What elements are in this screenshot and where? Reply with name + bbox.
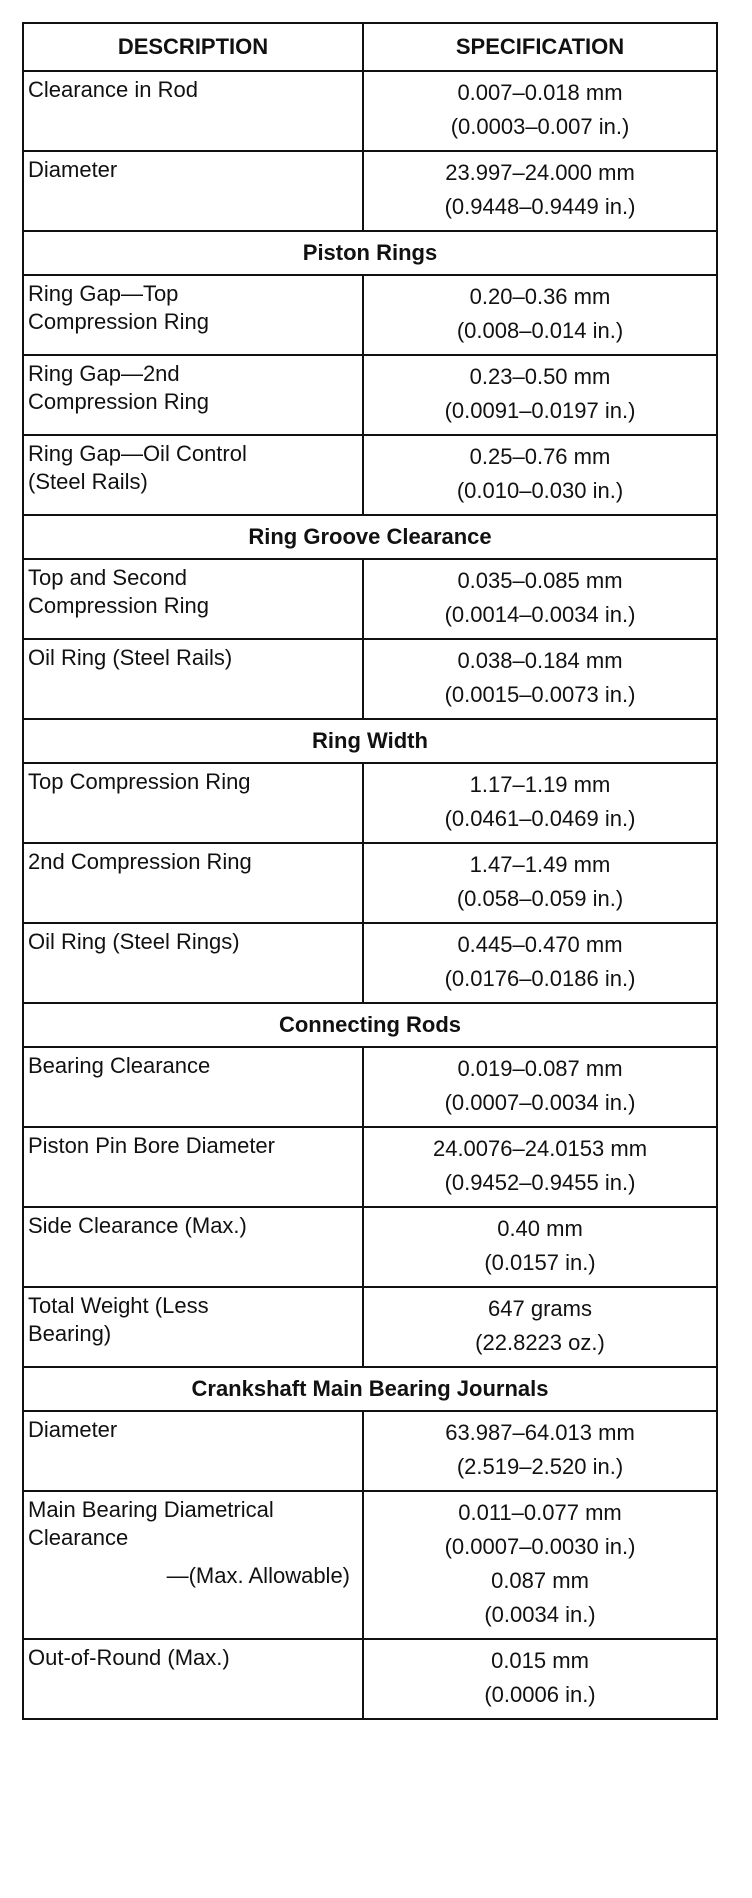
description-cell — [23, 151, 363, 231]
table-row — [23, 843, 717, 923]
description-line: (Steel Rails) — [28, 469, 148, 494]
specification-cell — [363, 355, 717, 435]
specification-line: 0.087 mm — [491, 1568, 589, 1593]
table-row — [23, 1287, 717, 1367]
specification-cell — [363, 1047, 717, 1127]
specification-line: (0.9452–0.9455 in.) — [444, 1170, 636, 1195]
header-specification: SPECIFICATION — [363, 23, 717, 71]
specification-line: (0.0461–0.0469 in.) — [444, 806, 636, 831]
specification-line: (0.0003–0.007 in.) — [450, 114, 630, 139]
description-cell — [23, 1047, 363, 1127]
specification-line: (0.0176–0.0186 in.) — [444, 966, 636, 991]
description-cell — [23, 1411, 363, 1491]
description-line: —(Max. Allowable) — [166, 1563, 350, 1588]
description-line: Compression Ring — [28, 593, 209, 618]
description-line: Out-of-Round (Max.) — [28, 1645, 230, 1670]
specification-line: 0.40 mm — [497, 1216, 583, 1241]
table-row — [23, 435, 717, 515]
description-line: Bearing) — [28, 1321, 112, 1346]
spec-table — [22, 22, 718, 1720]
specification-cell — [363, 1287, 717, 1367]
description-line: Clearance — [28, 1525, 129, 1550]
table-row — [23, 1639, 717, 1719]
spec-body — [23, 71, 717, 1719]
description-line: Ring Gap—2nd — [28, 361, 180, 386]
specification-line: (0.058–0.059 in.) — [456, 886, 624, 911]
specification-line: 1.47–1.49 mm — [469, 852, 611, 877]
description-line: Bearing Clearance — [28, 1053, 211, 1078]
specification-cell — [363, 71, 717, 151]
table-row — [23, 1411, 717, 1491]
specification-cell — [363, 1411, 717, 1491]
specification-line: (0.0007–0.0030 in.) — [444, 1534, 636, 1559]
description-cell — [23, 435, 363, 515]
header-row — [23, 23, 717, 71]
description-line: Top Compression Ring — [28, 769, 251, 794]
specification-cell — [363, 151, 717, 231]
description-line: Compression Ring — [28, 389, 209, 414]
table-row — [23, 639, 717, 719]
specification-line: (0.0015–0.0073 in.) — [444, 682, 636, 707]
table-row — [23, 1127, 717, 1207]
table-row — [23, 1491, 717, 1639]
table-row — [23, 1207, 717, 1287]
table-row — [23, 151, 717, 231]
specification-line: 0.23–0.50 mm — [469, 364, 611, 389]
description-cell — [23, 275, 363, 355]
specification-line: (0.0006 in.) — [484, 1682, 596, 1707]
specification-cell — [363, 639, 717, 719]
specification-line: (0.9448–0.9449 in.) — [444, 194, 636, 219]
description-line: Clearance in Rod — [28, 77, 198, 102]
specification-line: (2.519–2.520 in.) — [456, 1454, 624, 1479]
description-cell — [23, 1207, 363, 1287]
specification-line: (0.008–0.014 in.) — [456, 318, 624, 343]
description-cell — [23, 559, 363, 639]
specification-cell — [363, 275, 717, 355]
specification-line: 23.997–24.000 mm — [445, 160, 635, 185]
description-line: Ring Gap—Top — [28, 281, 179, 306]
table-row — [23, 355, 717, 435]
specification-line: (22.8223 oz.) — [475, 1330, 605, 1355]
specification-line: (0.0157 in.) — [484, 1250, 596, 1275]
description-cell — [23, 355, 363, 435]
description-cell — [23, 1639, 363, 1719]
specification-cell — [363, 923, 717, 1003]
description-cell — [23, 843, 363, 923]
description-line: Ring Gap—Oil Control — [28, 441, 247, 466]
specification-line: 0.038–0.184 mm — [457, 648, 623, 673]
description-line: Total Weight (Less — [28, 1293, 209, 1318]
specification-line: 1.17–1.19 mm — [469, 772, 611, 797]
description-cell — [23, 1491, 363, 1639]
description-cell — [23, 71, 363, 151]
section-title: Ring Width — [23, 719, 717, 763]
section-title: Ring Groove Clearance — [23, 515, 717, 559]
description-line: Side Clearance (Max.) — [28, 1213, 247, 1238]
description-cell — [23, 1127, 363, 1207]
specification-cell — [363, 1207, 717, 1287]
specification-line: 63.987–64.013 mm — [445, 1420, 635, 1445]
specification-line: (0.0091–0.0197 in.) — [444, 398, 636, 423]
section-row — [23, 515, 717, 559]
description-line: 2nd Compression Ring — [28, 849, 252, 874]
specification-line: 0.011–0.077 mm — [458, 1500, 622, 1525]
section-title: Connecting Rods — [23, 1003, 717, 1047]
specification-line: (0.0014–0.0034 in.) — [444, 602, 636, 627]
specification-line: (0.0007–0.0034 in.) — [444, 1090, 636, 1115]
specification-cell — [363, 763, 717, 843]
description-cell — [23, 923, 363, 1003]
description-line — [28, 1552, 356, 1562]
section-title: Piston Rings — [23, 231, 717, 275]
specification-line: (0.0034 in.) — [484, 1602, 596, 1627]
description-line: Diameter — [28, 157, 118, 182]
table-row — [23, 275, 717, 355]
section-row — [23, 1003, 717, 1047]
specification-line: 0.015 mm — [491, 1648, 589, 1673]
description-line: Oil Ring (Steel Rails) — [28, 645, 233, 670]
specification-line: 647 grams — [488, 1296, 592, 1321]
specification-line: 0.007–0.018 mm — [457, 80, 623, 105]
specification-line: 0.019–0.087 mm — [457, 1056, 623, 1081]
table-row — [23, 763, 717, 843]
table-row — [23, 1047, 717, 1127]
table-row — [23, 559, 717, 639]
specification-line: 24.0076–24.0153 mm — [432, 1136, 648, 1161]
description-line: Piston Pin Bore Diameter — [28, 1133, 275, 1158]
specification-cell — [363, 1491, 717, 1639]
table-row — [23, 923, 717, 1003]
specification-cell — [363, 1127, 717, 1207]
description-line: Main Bearing Diametrical — [28, 1497, 274, 1522]
section-row — [23, 719, 717, 763]
description-line: Compression Ring — [28, 309, 209, 334]
section-row — [23, 231, 717, 275]
description-line: Diameter — [28, 1417, 118, 1442]
specification-line: 0.20–0.36 mm — [469, 284, 611, 309]
description-cell — [23, 1287, 363, 1367]
specification-cell — [363, 843, 717, 923]
section-row — [23, 1367, 717, 1411]
description-line: Top and Second — [28, 565, 188, 590]
section-title: Crankshaft Main Bearing Journals — [23, 1367, 717, 1411]
table-row — [23, 71, 717, 151]
description-cell — [23, 639, 363, 719]
specification-line: 0.25–0.76 mm — [469, 444, 611, 469]
description-line: Oil Ring (Steel Rings) — [28, 929, 240, 954]
specification-line: 0.035–0.085 mm — [457, 568, 623, 593]
specification-cell — [363, 559, 717, 639]
specification-line: (0.010–0.030 in.) — [456, 478, 624, 503]
specification-cell — [363, 435, 717, 515]
specification-line: 0.445–0.470 mm — [457, 932, 623, 957]
header-description: DESCRIPTION — [23, 23, 363, 71]
specification-cell — [363, 1639, 717, 1719]
description-cell — [23, 763, 363, 843]
